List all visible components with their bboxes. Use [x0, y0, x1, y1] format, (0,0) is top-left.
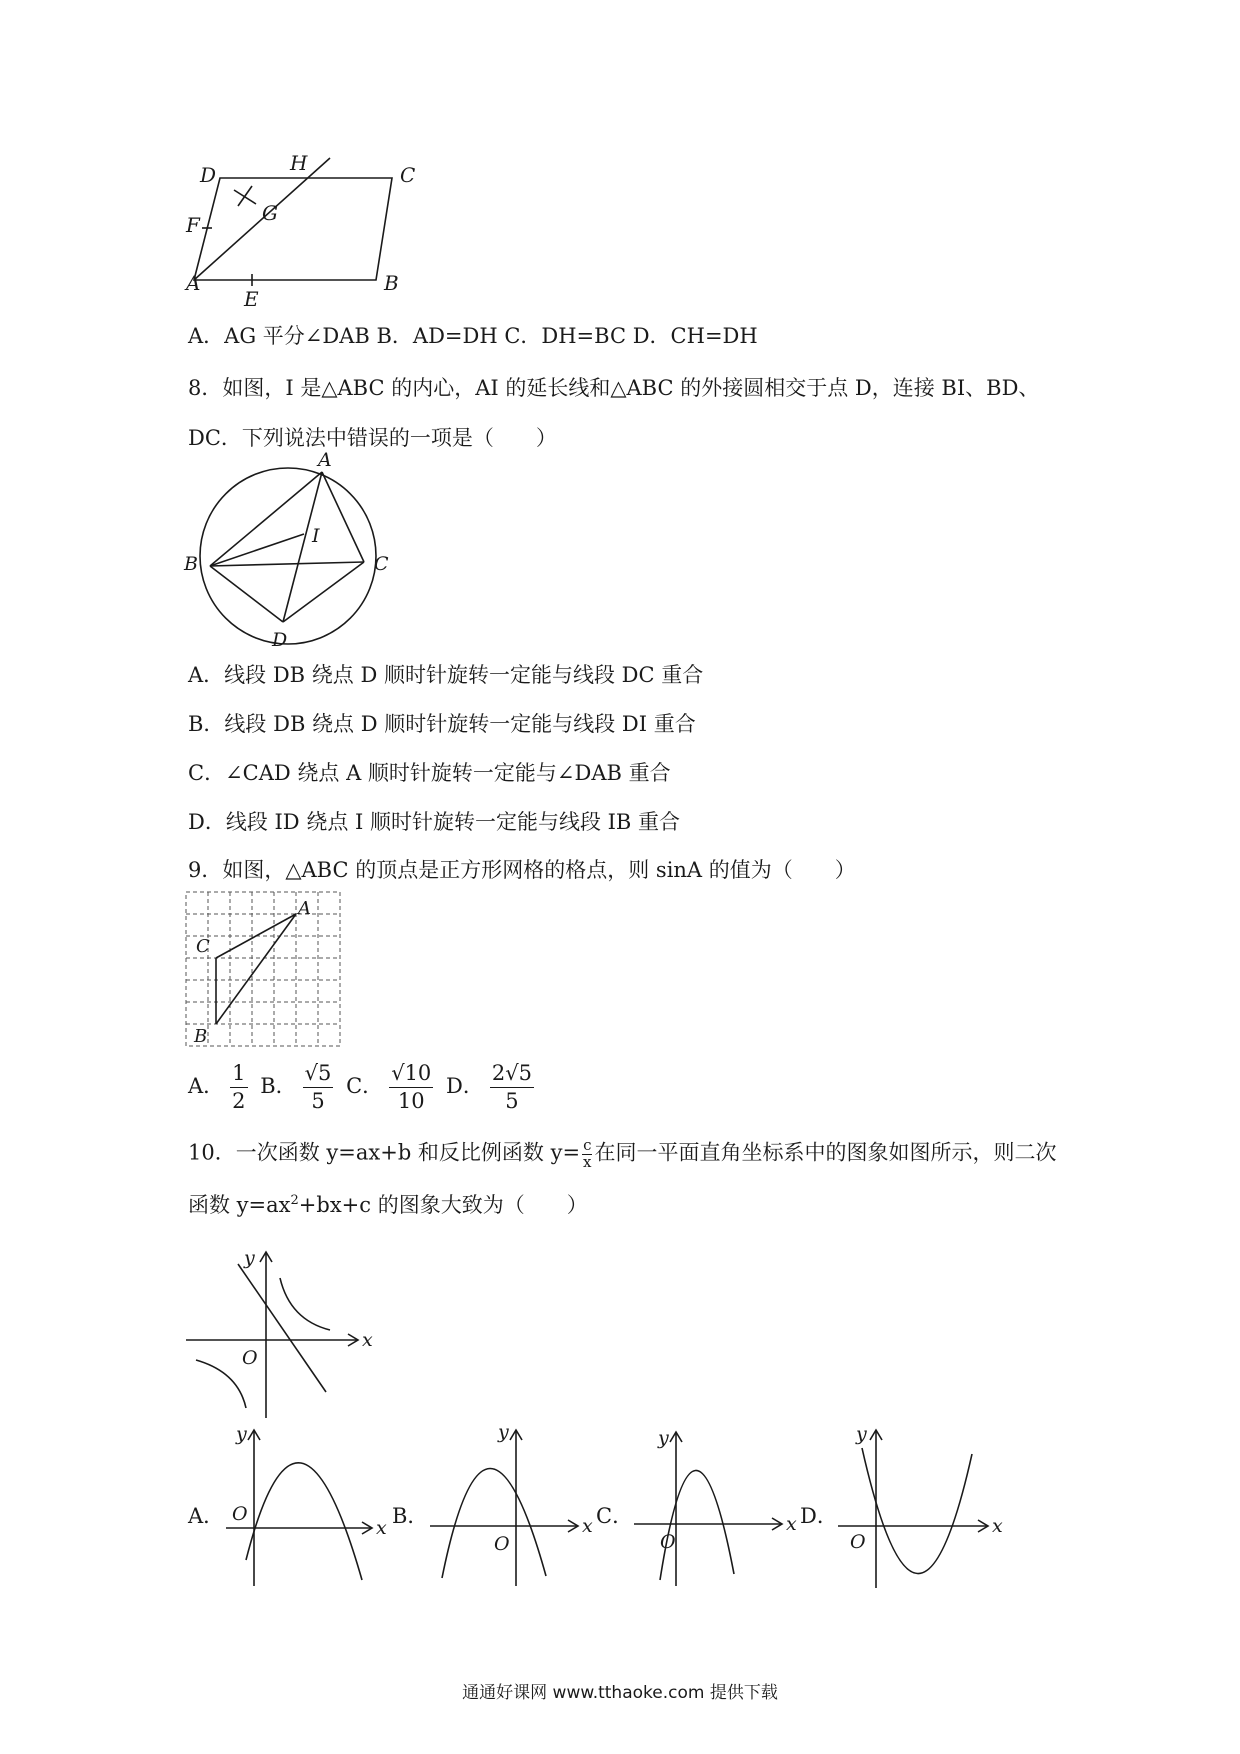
q10-choice-d-graph: [834, 1418, 1014, 1592]
q8-stem-line1: 8．如图，I 是△ABC 的内心，AI 的延长线和△ABC 的外接圆相交于点 D，连接 BI、BD、: [188, 376, 1040, 400]
q8-option-a: A．线段 DB 绕点 D 顺时针旋转一定能与线段 DC 重合: [188, 663, 704, 687]
q10-stem-line1: [188, 1138, 1056, 1170]
q7-parallelogram-figure: [180, 150, 440, 310]
q8-circle-figure: [180, 449, 400, 658]
q10-main-y-label: y: [244, 1247, 255, 1269]
q9-opt-d-den: 5: [505, 1089, 519, 1114]
q10-stem-part2: 在同一平面直角坐标系中的图象如图所示，则二次: [594, 1140, 1057, 1165]
q9-opt-a-frac: [230, 1062, 247, 1113]
q10-main-origin: O: [242, 1347, 258, 1369]
q10-frac-den: x: [583, 1153, 592, 1171]
q10-c-y-label: y: [658, 1427, 669, 1449]
q10-a-x-label: x: [376, 1517, 387, 1539]
q10-choice-c-graph: [630, 1420, 800, 1590]
q10-d-x-label: x: [992, 1515, 1003, 1537]
q9-opt-d-label: D．: [445, 1074, 484, 1099]
q9-opt-c-num: √10: [389, 1062, 433, 1088]
q7-label-h: H: [290, 151, 308, 175]
q9-opt-b-den: 5: [311, 1089, 325, 1114]
q9-grid-figure: [186, 892, 346, 1052]
q10-choice-d-label: D．: [800, 1504, 838, 1528]
q10-b-x-label: x: [582, 1515, 593, 1537]
q8-label-b: B: [184, 553, 198, 575]
q8-label-i: I: [312, 525, 320, 547]
q9-opt-b-frac: [303, 1062, 334, 1113]
q7-label-a: A: [186, 271, 201, 295]
q8-label-a: A: [318, 449, 332, 471]
q9-opt-c-den: 10: [397, 1089, 425, 1114]
q9-opt-c-label: C．: [346, 1074, 384, 1099]
q9-opt-a-den: 2: [232, 1089, 246, 1114]
q7-label-e: E: [244, 287, 259, 311]
q8-label-d: D: [272, 629, 288, 651]
q7-label-b: B: [384, 271, 399, 295]
q10-line2-sup: 2: [290, 1193, 299, 1208]
q10-choice-a-label: A．: [188, 1504, 225, 1528]
q9-label-b: B: [194, 1026, 208, 1047]
q9-opt-b-label: B．: [260, 1074, 297, 1099]
q10-choice-c-label: C．: [596, 1504, 634, 1528]
q9-stem: 9．如图，△ABC 的顶点是正方形网格的格点，则 sinA 的值为（ ）: [188, 858, 856, 882]
q10-line2-part2: +bx+c 的图象大致为（ ）: [298, 1193, 588, 1217]
q10-d-origin: O: [850, 1531, 866, 1553]
q10-line2-part1: 函数 y=ax: [188, 1193, 291, 1217]
q9-opt-b-num: √5: [303, 1062, 334, 1088]
q9-opt-c-frac: [389, 1062, 433, 1113]
q10-a-y-label: y: [236, 1423, 247, 1445]
q9-opt-d-num: 2√5: [490, 1062, 534, 1088]
q10-frac-num: c: [583, 1136, 592, 1154]
q7-options: A．AG 平分∠DAB B．AD=DH C．DH=BC D．CH=DH: [188, 324, 758, 348]
q7-label-c: C: [400, 163, 416, 187]
q9-options: [188, 1062, 540, 1113]
q10-a-origin: O: [232, 1503, 248, 1525]
q9-label-a: A: [298, 898, 311, 919]
q9-opt-d-frac: [490, 1062, 534, 1113]
q10-stem-line2: [188, 1194, 588, 1216]
page-footer: 通通好课网 www.tthaoke.com 提供下载: [462, 1683, 778, 1703]
q8-label-c: C: [374, 553, 389, 575]
q7-label-g: G: [262, 201, 278, 225]
q8-stem-line2: DC．下列说法中错误的一项是（ ）: [188, 426, 557, 450]
q10-c-x-label: x: [786, 1513, 797, 1535]
q9-opt-a-label: A．: [188, 1074, 225, 1099]
q10-choice-b-graph: [426, 1420, 596, 1590]
q8-option-c: C．∠CAD 绕点 A 顺时针旋转一定能与∠DAB 重合: [188, 761, 671, 785]
q10-frac: [582, 1138, 592, 1170]
q10-d-y-label: y: [856, 1423, 867, 1445]
q10-main-graph: [186, 1247, 376, 1420]
q10-stem-part1: 10．一次函数 y=ax+b 和反比例函数 y=: [188, 1140, 581, 1165]
q10-c-origin: O: [660, 1531, 676, 1553]
q9-label-c: C: [196, 936, 210, 957]
q8-option-b: B．线段 DB 绕点 D 顺时针旋转一定能与线段 DI 重合: [188, 712, 696, 736]
q9-opt-a-num: 1: [230, 1062, 247, 1088]
q10-choice-a-graph: [222, 1420, 392, 1590]
q8-option-d: D．线段 ID 绕点 I 顺时针旋转一定能与线段 IB 重合: [188, 810, 681, 834]
q7-label-f: F: [186, 213, 200, 237]
q10-b-origin: O: [494, 1533, 510, 1555]
q10-b-y-label: y: [498, 1421, 509, 1443]
q10-main-x-label: x: [362, 1329, 373, 1351]
q10-choice-b-label: B．: [392, 1504, 429, 1528]
q7-label-d: D: [200, 163, 217, 187]
